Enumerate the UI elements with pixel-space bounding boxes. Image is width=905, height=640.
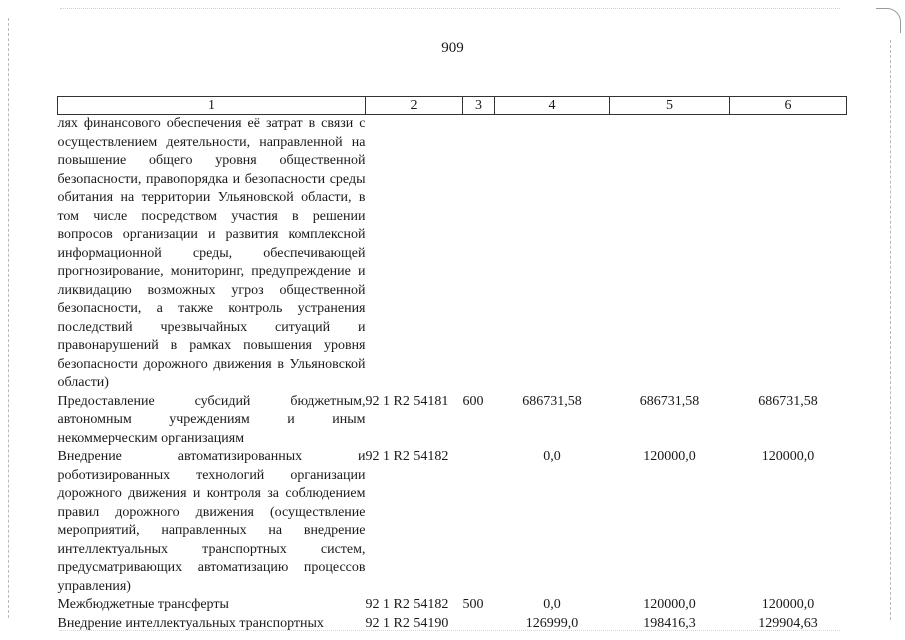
row-expense-type [463,448,495,596]
row-expense-type [463,615,495,634]
table-row [58,615,847,634]
row-value-6: 120000,0 [761,597,815,612]
row-value-4: 686731,58 [522,393,582,409]
row-value-5: 120000,0 [643,449,696,464]
row-value-4: 0,0 [543,449,561,464]
row-code [366,115,463,393]
column-header-2: 2 [366,97,463,115]
row-code: 92 1 R2 54181 [365,393,449,409]
row-value-6: 686731,58 [758,393,818,409]
row-description: Внедрение интеллектуальных транспортных [57,615,324,631]
table-header-row [58,97,847,115]
row-expense-type: 600 [462,393,484,409]
row-value-6 [730,115,847,393]
column-header-1: 1 [58,97,366,115]
column-header-5: 5 [610,97,730,115]
table-row [58,115,847,393]
row-value-4: 0,0 [543,597,561,612]
row-description: Внедрение автоматизированных и роботизированных технологий организации дорожного движения и контроля за соблюдением правил дорожного движения (осуществление мероприятий, направленных на внедрение интеллектуальных транспортных систем, предусматривающих автоматизацию процессов управления) [57,449,366,594]
row-value-6: 120000,0 [761,449,815,464]
row-value-4 [495,115,610,393]
row-value-6: 129904,63 [758,615,818,631]
page-corner-mark [876,8,901,33]
row-value-5: 686731,58 [639,393,700,409]
row-value-5: 120000,0 [643,597,696,612]
page-frame-top [60,8,840,9]
column-header-4: 4 [495,97,610,115]
row-description: Предоставление субсидий бюджетным, автономным учреждениям и иным некоммерческим организациям [57,393,366,446]
column-header-3: 3 [463,97,495,115]
table-row [58,393,847,449]
row-description: Межбюджетные трансферты [57,597,229,612]
row-value-4: 126999,0 [525,615,579,631]
row-expense-type: 500 [462,597,484,612]
row-value-5 [610,115,730,393]
row-code: 92 1 R2 54182 [365,597,449,612]
column-header-6: 6 [730,97,847,115]
row-value-5: 198416,3 [643,615,696,631]
page-frame-left [8,18,9,618]
row-description: лях финансового обеспечения её затрат в связи с осуществлением деятельности, направленной на повышение общего уровня общественной безопасности, правопорядка и безопасности среды обитания на территории Ульяновской области, в том числе посредством участия в решении вопросов организации и развития комплексной информационной среды, обеспечивающей прогнозирование, мониторинг, предупреждение и ликвидацию возможных угроз общественной безопасности, а также контроль устранения последствий чрезвычайных ситуаций и правонарушений в рамках повышения уровня безопасности дорожного движения в Ульяновской области) [57,116,366,390]
page-frame-right [890,40,891,620]
row-expense-type [463,115,495,393]
table-row [58,448,847,596]
table-row [58,596,847,615]
row-code: 92 1 R2 54182 [365,449,449,464]
page-number: 909 [441,40,464,56]
budget-table [57,96,847,633]
row-code: 92 1 R2 54190 [365,615,449,631]
